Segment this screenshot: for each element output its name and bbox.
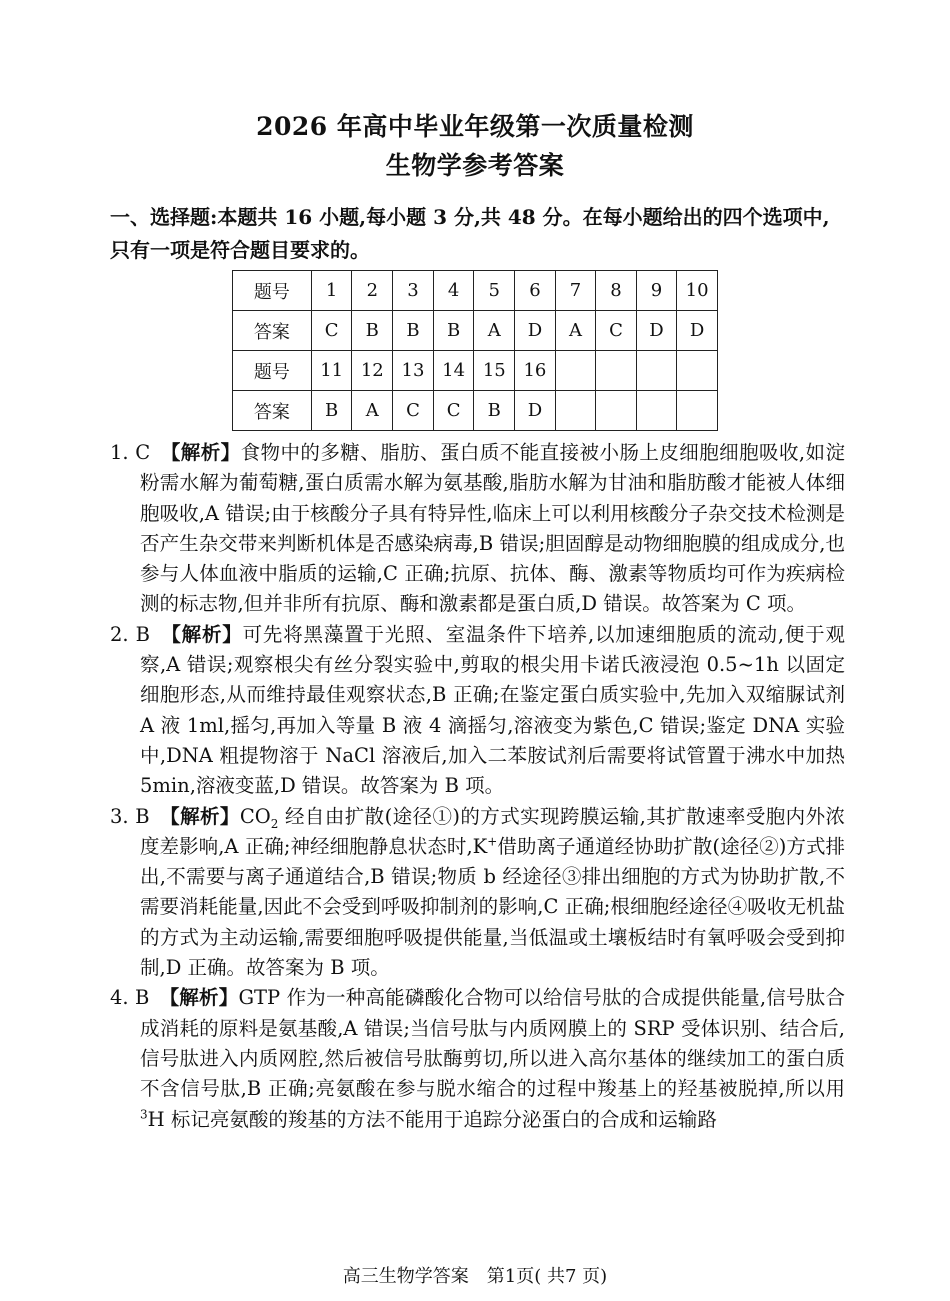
question-answer: 3. B [110,804,150,828]
answer-cell: D [515,311,556,351]
question-number-cell: 11 [311,351,352,391]
question-number-cell [677,351,718,391]
answer-cell: D [677,311,718,351]
answer-cell: C [311,311,352,351]
question-number-cell: 13 [393,351,434,391]
question-number-cell: 1 [311,271,352,311]
answer-cell: C [393,391,434,431]
analysis-tag: 【解析】 [170,441,241,464]
question-number-cell [596,351,636,391]
superscript: + [487,834,498,849]
answer-cell: B [433,311,474,351]
subscript: 2 [270,816,279,831]
analysis-tag: 【解析】 [171,622,243,646]
explanation-text: 经自由扩散(途径①)的方式实现跨膜运输,其扩散速率受胞内外浓度差影响,A 正确;神经细胞静息状态时,K [140,804,845,858]
question-number-cell: 3 [393,271,434,311]
superscript: 3 [140,1107,148,1122]
answer-cell: B [393,311,434,351]
analysis-tag: 【解析】 [169,804,240,828]
analysis-tag: 【解析】 [169,986,239,1010]
page-footer: 高三生物学答案 第1页( 共7 页) [342,1266,608,1287]
question-number-cell: 6 [515,271,556,311]
explanation-text: 可先将黑藻置于光照、室温条件下培养,以加速细胞质的流动,便于观察,A 错误;观察根尖有丝分裂实验中,剪取的根尖用卡诺氏液浸泡 0.5~1h 以固定细胞形态,从而维持最佳观察状态,B 正确;在鉴定蛋白质实验中,先加入双缩脲试剂 A 液 1ml,摇匀,再加入等量 B 液 4 滴摇匀,溶液变为紫色,C 错误;鉴定 DNA 实验中,DNA 粗提物溶于 NaCl 溶液后,加入二苯胺试剂后需要将试管置于沸水中加热 5min,溶液变蓝,D 错误。故答案为 B 项。 [140,622,845,798]
row-label: 题号 [233,271,312,311]
question-number-cell: 5 [474,271,515,311]
answer-cell: B [474,391,515,431]
explanation-text: 食物中的多糖、脂肪、蛋白质不能直接被小肠上皮细胞细胞吸收,如淀粉需水解为葡萄糖,蛋白质需水解为氨基酸,脂肪水解为甘油和脂肪酸才能被人体细胞吸收,A 错误;由于核酸分子具有特异性,临床上可以利用核酸分子杂交技术检测是否产生杂交带来判断机体是否感染病毒,B 错误;胆固醇是动物细胞膜的组成成分,也参与人体血液中脂质的运输,C 正确;抗原、抗体、酶、激素等物质均可作为疾病检测的标志物,但并非所有抗原、酶和激素都是蛋白质,D 错误。故答案为 C 项。 [140,441,845,616]
question-answer: 1. C [110,441,151,464]
page-title: 2026 年高中毕业年级第一次质量检测 [256,112,694,141]
question-number-cell: 4 [433,271,474,311]
answer-cell: A [352,391,393,431]
explanation-text: 借助离子通道经协助扩散(途径②)方式排出,不需要与离子通道结合,B 错误;物质 b 经途径③排出细胞的方式为协助扩散,不需要消耗能量,因此不会受到呼吸抑制剂的影响,C 正确;根细胞经途径④吸收无机盐的方式为主动运输,需要细胞呼吸提供能量,当低温或土壤板结时有氧呼吸会受到抑制,D 正确。故答案为 B 项。 [140,834,845,980]
answer-cell [677,391,718,431]
answer-cell [555,391,595,431]
question-number-cell: 9 [636,271,677,311]
answer-cell: B [352,311,393,351]
answer-cell: A [474,311,515,351]
question-number-cell: 8 [596,271,636,311]
explanation-item [110,438,845,620]
answer-cell: D [515,391,556,431]
question-number-cell: 15 [474,351,515,391]
explanation-item [110,620,845,802]
answer-cell: C [433,391,474,431]
answer-cell: B [311,391,352,431]
answer-cell [636,391,677,431]
table-row [233,351,718,391]
answer-cell: C [596,311,636,351]
explanation-item [110,802,845,984]
question-answer: 4. B [110,986,150,1010]
table-row [233,311,718,351]
question-number-cell: 7 [555,271,595,311]
answer-cell: D [636,311,677,351]
row-label: 答案 [233,311,312,351]
answer-cell: A [555,311,595,351]
page-subtitle: 生物学参考答案 [385,151,565,180]
explanation-text: H 标记亮氨酸的羧基的方法不能用于追踪分泌蛋白的合成和运输路 [147,1107,717,1131]
question-number-cell [555,351,595,391]
section-heading: 一、选择题:本题共 16 小题,每小题 3 分,共 48 分。在每小题给出的四个选项中,只有一项是符合题目要求的。 [110,205,830,262]
question-number-cell [636,351,677,391]
row-label: 题号 [233,351,312,391]
question-number-cell: 12 [352,351,393,391]
answer-table [232,270,718,431]
answer-cell [596,391,636,431]
question-number-cell: 14 [433,351,474,391]
explanation-text: GTP 作为一种高能磷酸化合物可以给信号肽的合成提供能量,信号肽合成消耗的原料是氨基酸,A 错误;当信号肽与内质网膜上的 SRP 受体识别、结合后,信号肽进入内质网腔,然后被信号肽酶剪切,所以进入高尔基体的继续加工的蛋白质不含信号肽,B 正确;亮氨酸在参与脱水缩合的过程中羧基上的羟基被脱掉,所以用 [140,986,845,1101]
question-number-cell: 16 [515,351,556,391]
table-row [233,391,718,431]
question-number-cell: 2 [352,271,393,311]
explanation-item [110,983,845,1134]
explanation-text: CO [239,804,271,828]
question-number-cell: 10 [677,271,718,311]
explanations [110,438,845,1135]
row-label: 答案 [233,391,312,431]
question-answer: 2. B [110,622,150,646]
table-row [233,271,718,311]
